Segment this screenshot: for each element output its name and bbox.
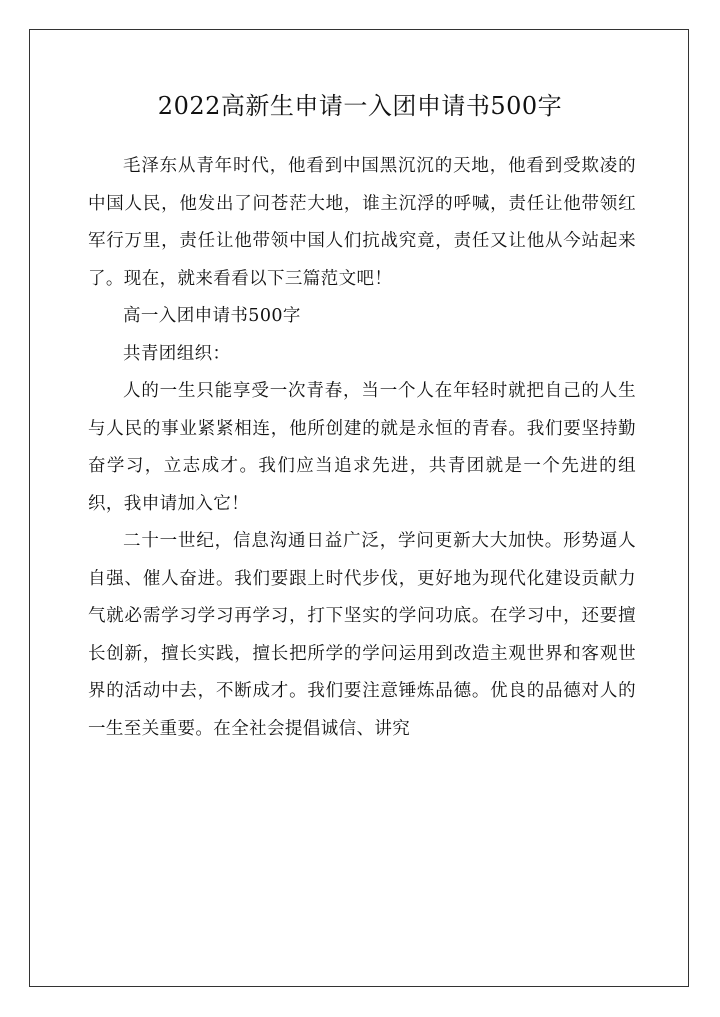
body-paragraph-2: 二十一世纪，信息沟通日益广泛，学问更新大大加快。形势逼人自强、催人奋进。我们要跟上时代步伐，更好地为现代化建设贡献力气就必需学习学习再学习，打下坚实的学问功底。在学习中，还要擅长创新，擅长实践，擅长把所学的学问运用到改造主观世界和客观世界的活动中去，不断成才。我们要注意锤炼品德。优良的品德对人的一生至关重要。在全社会提倡诚信、讲究	[88, 531, 636, 739]
body-paragraph-1: 人的一生只能享受一次青春，当一个人在年轻时就把自己的人生与人民的事业紧紧相连，他所创建的就是永恒的青春。我们要坚持勤奋学习，立志成才。我们应当追求先进，共青团就是一个先进的组织，我申请加入它！	[88, 381, 636, 514]
salutation: 共青团组织：	[123, 343, 231, 364]
intro-paragraph: 毛泽东从青年时代，他看到中国黑沉沉的天地，他看到受欺凌的中国人民，他发出了问苍茫大地，谁主沉浮的呼喊，责任让他带领红军行万里，责任让他带领中国人们抗战究竟，责任又让他从今站起来了。现在，就来看看以下三篇范文吧！	[88, 156, 636, 289]
section-heading: 高一入团申请书500字	[123, 306, 301, 326]
document-title: 2022高新生申请一入团申请书500字	[157, 92, 563, 120]
document-body	[88, 148, 636, 748]
